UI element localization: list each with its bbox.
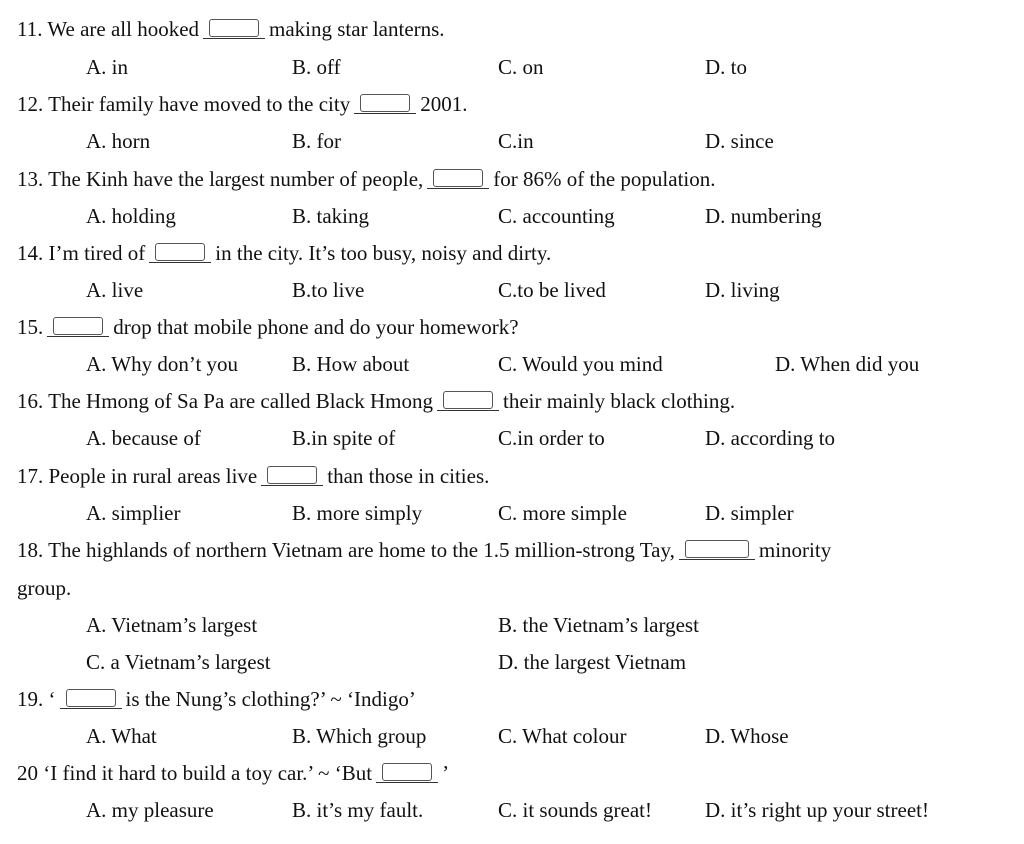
option-a[interactable]: A. Vietnam’s largest	[86, 613, 258, 637]
option-d[interactable]: D. to	[705, 55, 747, 79]
answer-blank[interactable]	[47, 317, 109, 337]
question-text: ‘I find it hard to build a toy car.’ ~ ‘But	[43, 761, 373, 785]
question-19	[17, 686, 416, 712]
option-d[interactable]: D. numbering	[705, 204, 822, 228]
option-b[interactable]: B.to live	[292, 278, 365, 302]
question-number: 17.	[17, 464, 44, 488]
option-d[interactable]: D. Whose	[705, 724, 789, 748]
option-b[interactable]: B. more simply	[292, 501, 423, 525]
question-11	[17, 16, 445, 42]
answer-blank[interactable]	[354, 94, 416, 114]
question-number: 12.	[17, 92, 44, 116]
option-b[interactable]: B.in spite of	[292, 426, 396, 450]
option-a[interactable]: A. Why don’t you	[86, 352, 239, 376]
option-b[interactable]: B. taking	[292, 204, 369, 228]
question-text: The highlands of northern Vietnam are home to the 1.5 million-strong Tay,	[48, 538, 675, 562]
question-text: We are all hooked	[47, 17, 200, 41]
option-a[interactable]: A. live	[86, 278, 144, 302]
option-b[interactable]: B. the Vietnam’s largest	[498, 613, 699, 637]
option-c[interactable]: C. What colour	[498, 724, 627, 748]
option-c[interactable]: C.to be lived	[498, 278, 606, 302]
option-c[interactable]: C. more simple	[498, 501, 627, 525]
question-text: The Kinh have the largest number of people,	[48, 167, 424, 191]
question-text: in the city. It’s too busy, noisy and dirty.	[215, 241, 552, 265]
question-text: for 86% of the population.	[493, 167, 716, 191]
question-number: 15.	[17, 315, 44, 339]
option-d[interactable]: D. living	[705, 278, 780, 302]
question-number: 20	[17, 761, 38, 785]
option-d[interactable]: D. according to	[705, 426, 836, 450]
question-number: 11.	[17, 17, 43, 41]
option-a[interactable]: A. horn	[86, 129, 151, 153]
option-d[interactable]: D. When did you	[775, 352, 920, 376]
option-b[interactable]: B. for	[292, 129, 341, 153]
question-text: I’m tired of	[48, 241, 146, 265]
option-d[interactable]: D. since	[705, 129, 774, 153]
question-13	[17, 166, 716, 192]
question-number: 19.	[17, 687, 44, 711]
option-a[interactable]: A. simplier	[86, 501, 181, 525]
question-text: their mainly black clothing.	[503, 389, 736, 413]
option-b[interactable]: B. off	[292, 55, 341, 79]
question-text: People in rural areas live	[48, 464, 258, 488]
answer-blank[interactable]	[203, 19, 265, 39]
question-text: is the Nung’s clothing?’ ~ ‘Indigo’	[125, 687, 416, 711]
question-number: 18.	[17, 538, 44, 562]
answer-blank[interactable]	[60, 689, 122, 709]
answer-blank[interactable]	[376, 763, 438, 783]
answer-blank[interactable]	[437, 391, 499, 411]
option-c[interactable]: C. Would you mind	[498, 352, 663, 376]
question-text: 2001.	[420, 92, 468, 116]
question-20	[17, 760, 449, 786]
option-b[interactable]: B. How about	[292, 352, 410, 376]
question-number: 16.	[17, 389, 44, 413]
option-a[interactable]: A. because of	[86, 426, 201, 450]
question-17	[17, 463, 489, 489]
option-a[interactable]: A. holding	[86, 204, 176, 228]
question-text: ’	[442, 761, 450, 785]
option-c[interactable]: C. it sounds great!	[498, 798, 652, 822]
option-c[interactable]: C. a Vietnam’s largest	[86, 650, 271, 674]
question-18	[17, 537, 831, 563]
answer-blank[interactable]	[427, 169, 489, 189]
question-number: 14.	[17, 241, 44, 265]
question-text: than those in cities.	[327, 464, 490, 488]
question-text: ‘	[48, 687, 56, 711]
option-b[interactable]: B. Which group	[292, 724, 427, 748]
option-a[interactable]: A. What	[86, 724, 157, 748]
answer-blank[interactable]	[679, 540, 755, 560]
option-d[interactable]: D. simpler	[705, 501, 794, 525]
question-text: making star lanterns.	[269, 17, 445, 41]
option-c[interactable]: C. on	[498, 55, 544, 79]
question-text: Their family have moved to the city	[48, 92, 351, 116]
question-text: drop that mobile phone and do your homework?	[113, 315, 519, 339]
option-d[interactable]: D. it’s right up your street!	[705, 798, 929, 822]
question-text: minority	[758, 538, 832, 562]
question-number: 13.	[17, 167, 44, 191]
option-a[interactable]: A. in	[86, 55, 128, 79]
question-12	[17, 91, 467, 117]
option-c[interactable]: C.in order to	[498, 426, 605, 450]
question-16	[17, 388, 735, 414]
option-d[interactable]: D. the largest Vietnam	[498, 650, 687, 674]
question-text: The Hmong of Sa Pa are called Black Hmong	[48, 389, 434, 413]
option-c[interactable]: C. accounting	[498, 204, 615, 228]
answer-blank[interactable]	[149, 243, 211, 263]
option-a[interactable]: A. my pleasure	[86, 798, 214, 822]
option-c[interactable]: C.in	[498, 129, 534, 153]
question-text-continued: group.	[17, 576, 72, 600]
question-14	[17, 240, 551, 266]
answer-blank[interactable]	[261, 466, 323, 486]
option-b[interactable]: B. it’s my fault.	[292, 798, 424, 822]
question-15	[17, 314, 519, 340]
